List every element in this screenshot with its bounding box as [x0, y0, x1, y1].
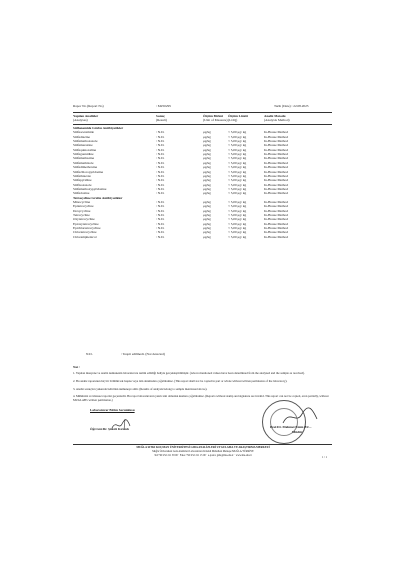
table-cell: μg/kg — [203, 156, 211, 161]
table-cell: μg/kg — [203, 130, 211, 135]
table-cell: : N.D. — [156, 156, 165, 161]
column-header: Ölçüm Birimi — [203, 114, 224, 118]
table-cell: μg/kg — [203, 234, 211, 239]
table-cell: : N.D. — [156, 143, 165, 148]
table-cell: μg/kg — [203, 139, 211, 144]
note-4: 4. Mühürsüz ve imzasız raporlar geçersizdir. Bu rapor laboratuvarın yazılı izni olmadan kısmen çoğaltılamaz. (Reports without stamp and signature are invalid. This report can not be copied, even partially, without MUGLAB's written permission.) — [73, 394, 329, 402]
table-cell: In-House Method — [264, 178, 289, 183]
table-cell: < 5,00 μg/ kg — [228, 182, 247, 187]
right-signature-icon — [280, 405, 320, 427]
table-cell: Sülfapyridine — [73, 178, 92, 183]
table-cell: Chlortetracycline — [73, 230, 97, 235]
table-cell: : N.D. — [156, 182, 165, 187]
table-top-rule — [73, 112, 332, 113]
table-cell: In-House Method — [264, 226, 289, 231]
note-1: 1. Yapılan muayene ve analiz numunenin laboratuvara teslim edildiği haliyle gerçekleştirilmiştir. (Above mentioned values have been determined from the analyzed and the sample as received). — [73, 371, 305, 375]
table-cell: < 5,00 μg/ kg — [228, 213, 247, 217]
table-cell: : N.D. — [156, 234, 165, 239]
table-cell: < 5,00 μg/ kg — [228, 217, 247, 222]
table-cell: < 5,00 μg/ kg — [228, 147, 247, 152]
table-cell: Sülfisoxazole — [73, 182, 92, 187]
table-cell: : N.D. — [156, 169, 165, 174]
column-header: (Analyses) — [73, 118, 88, 122]
table-cell: In-House Method — [264, 182, 289, 187]
table-cell: μg/kg — [203, 230, 211, 235]
table-cell: In-House Method — [264, 130, 289, 135]
left-signatory-name: Öğr.Gör.Dr. Şükrü Kırımlı — [90, 427, 129, 431]
table-cell: : N.D. — [156, 165, 165, 170]
table-cell: In-House Method — [264, 152, 289, 157]
table-cell: : N.D. — [156, 221, 165, 226]
table-cell: Epitetracycline — [73, 204, 94, 209]
table-cell: < 5,00 μg/ kg — [228, 230, 247, 235]
footer-institution: MUĞLA SITKI KOÇMAN ÜNİVERSİTESİ GIDA ANALİZLERİ UYGULAMA VE ARAŞTIRMA MERKEZİ — [136, 446, 270, 449]
table-cell: Sülfamerazine — [73, 143, 93, 148]
table-cell: < 5,00 μg/ kg — [228, 130, 247, 135]
table-cell: In-House Method — [264, 169, 289, 174]
legend-abbr: N.D. — [86, 352, 93, 356]
table-cell: Sülfadoxine — [73, 191, 90, 196]
table-header-rule — [73, 124, 332, 125]
table-cell: μg/kg — [203, 178, 211, 183]
table-cell: Sülfaguanidine — [73, 152, 94, 157]
note-3: 3. Analiz sonuçları yukarıda belirtilen numuneye aittir. (Results of analysis belong to sample mentioned above). — [73, 387, 208, 391]
table-cell: μg/kg — [203, 191, 211, 196]
table-cell: In-House Method — [264, 156, 289, 161]
table-cell: μg/kg — [203, 213, 211, 217]
table-cell: < 5,00 μg/ kg — [228, 165, 247, 170]
footer-rule — [73, 444, 332, 445]
table-cell: : N.D. — [156, 178, 165, 183]
table-cell: In-House Method — [264, 143, 289, 148]
table-cell: < 5,00 μg/ kg — [228, 226, 247, 231]
table-cell: < 5,00 μg/ kg — [228, 178, 247, 183]
table-cell: In-House Method — [264, 147, 289, 152]
table-cell: < 5,00 μg/ kg — [228, 208, 247, 213]
table-cell: In-House Method — [264, 191, 289, 196]
table-cell: Doxycycline — [73, 208, 91, 213]
table-cell: Minocycline — [73, 199, 91, 204]
table-cell: Sülfachloropyridazine — [73, 169, 104, 174]
footer-address: Muğla Üniversitesi Gıda Analizleri Laboratuvarı Kötekli Mahallesi Menteşe MUĞLA/TÜRKİYE — [152, 450, 254, 453]
note-2: 2. Bu analiz raporunun hiç bir bölümü tek başına veya izin alınmadan çoğaltılamaz. (This report shall not be copied in part or whole without written permission of the laboratory). — [73, 379, 288, 383]
table-cell: μg/kg — [203, 221, 211, 226]
table-cell: < 5,00 μg/ kg — [228, 199, 247, 204]
table-cell: : N.D. — [156, 147, 165, 152]
table-cell: In-House Method — [264, 221, 289, 226]
table-cell: : N.D. — [156, 226, 165, 231]
column-header: (LOQ) — [228, 118, 238, 122]
report-no-label: Rapor No (Report No) — [73, 104, 104, 108]
column-header: Analiz Metodu — [264, 114, 286, 118]
table-cell: In-House Method — [264, 199, 289, 204]
table-cell: : N.D. — [156, 160, 165, 165]
table-cell: : N.D. — [156, 191, 165, 196]
table-cell: μg/kg — [203, 134, 211, 139]
table-cell: μg/kg — [203, 204, 211, 209]
table-cell: < 5,00 μg/ kg — [228, 234, 247, 239]
table-cell: μg/kg — [203, 186, 211, 191]
group-title: Tetrasycline Grubu Antibiyotikler — [73, 195, 123, 200]
table-cell: μg/kg — [203, 208, 211, 213]
notes-title: Not : — [73, 365, 81, 369]
lab-unit-title: Laboratuvar Birim Sorumlusu — [90, 408, 135, 412]
table-cell: Chloramphenicol — [73, 234, 97, 239]
right-signatory-name: Prof.Dr. Mehmet Emin BU... — [270, 425, 312, 429]
table-cell: < 5,00 μg/ kg — [228, 156, 247, 161]
table-cell: < 5,00 μg/ kg — [228, 160, 247, 165]
table-cell: μg/kg — [203, 182, 211, 187]
table-cell: < 5,00 μg/ kg — [228, 152, 247, 157]
table-cell: In-House Method — [264, 230, 289, 235]
table-cell: Sülfaacetamide — [73, 130, 94, 135]
table-cell: In-House Method — [264, 204, 289, 209]
legend-text: : Tespit edilmedi. (Not detected) — [121, 352, 165, 356]
column-header: (Result) — [156, 118, 167, 122]
table-cell: : N.D. — [156, 217, 165, 222]
table-cell: μg/kg — [203, 226, 211, 231]
group-title: Sülfonamide Grubu Antibiyotikler — [73, 126, 124, 130]
table-cell: Sülfaquinoxaline — [73, 147, 97, 152]
left-signature-icon — [110, 416, 132, 432]
table-cell: : N.D. — [156, 230, 165, 235]
table-cell: < 5,00 μg/ kg — [228, 191, 247, 196]
table-cell: Sülfathiazole — [73, 173, 91, 178]
table-cell: μg/kg — [203, 160, 211, 165]
table-cell: In-House Method — [264, 165, 289, 170]
table-cell: : N.D. — [156, 139, 165, 144]
table-cell: < 5,00 μg/ kg — [228, 186, 247, 191]
table-cell: μg/kg — [203, 173, 211, 178]
table-cell: Oxytetracycline — [73, 217, 95, 222]
table-cell: < 5,00 μg/ kg — [228, 204, 247, 209]
table-cell: In-House Method — [264, 213, 289, 217]
table-cell: Sülfamethoxazole — [73, 139, 98, 144]
table-cell: In-House Method — [264, 160, 289, 165]
footer-contact: Tel:+90 252 211 58 00 · Faks: +90 252 211 15 00 · e-posta: gida@mu.edu.tr · www.mu.edu.tr — [154, 454, 252, 457]
table-cell: Epioxytetracycline — [73, 221, 99, 226]
report-no-value: : M250295 — [156, 104, 171, 108]
table-cell: < 5,00 μg/ kg — [228, 169, 247, 174]
table-cell: In-House Method — [264, 234, 289, 239]
table-cell: In-House Method — [264, 217, 289, 222]
table-cell: Sülfamethazine — [73, 156, 95, 161]
table-cell: μg/kg — [203, 169, 211, 174]
table-cell: < 5,00 μg/ kg — [228, 134, 247, 139]
column-header: (Analysis Method) — [264, 118, 290, 122]
table-cell: In-House Method — [264, 208, 289, 213]
table-cell: : N.D. — [156, 199, 165, 204]
table-cell: Epichlortetracycline — [73, 226, 101, 231]
table-cell: : N.D. — [156, 204, 165, 209]
table-cell: In-House Method — [264, 139, 289, 144]
column-header: Sonuç — [156, 114, 165, 118]
table-cell: In-House Method — [264, 134, 289, 139]
table-cell: : N.D. — [156, 152, 165, 157]
table-cell: Tetracycline — [73, 213, 90, 217]
right-signatory-role: Müdür — [292, 430, 303, 434]
table-cell: Sülfamethoxypyridazine — [73, 186, 107, 191]
table-cell: In-House Method — [264, 186, 289, 191]
table-cell: In-House Method — [264, 173, 289, 178]
report-date: Tarih (Date) : 22.08.2023 — [274, 104, 309, 108]
table-cell: μg/kg — [203, 143, 211, 148]
table-header — [73, 114, 333, 123]
table-cell: : N.D. — [156, 208, 165, 213]
table-row — [73, 235, 333, 239]
table-cell: μg/kg — [203, 217, 211, 222]
table-cell: < 5,00 μg/ kg — [228, 221, 247, 226]
table-cell: Sülfadiazine — [73, 134, 90, 139]
table-cell: < 5,00 μg/ kg — [228, 143, 247, 148]
table-cell: Sülfamethizole — [73, 160, 94, 165]
table-cell: : N.D. — [156, 186, 165, 191]
table-cell: Sülfadimethoxine — [73, 165, 98, 170]
table-cell: μg/kg — [203, 152, 211, 157]
table-cell: : N.D. — [156, 213, 165, 217]
column-header: (Unit of Measure) — [203, 118, 228, 122]
column-header: Ölçüm Limiti — [228, 114, 248, 118]
page-number: 1 / 1 — [322, 456, 327, 459]
table-cell: μg/kg — [203, 199, 211, 204]
table-cell: < 5,00 μg/ kg — [228, 139, 247, 144]
table-cell: < 5,00 μg/ kg — [228, 173, 247, 178]
table-cell: : N.D. — [156, 130, 165, 135]
table-cell: : N.D. — [156, 134, 165, 139]
table-cell: μg/kg — [203, 147, 211, 152]
table-cell: μg/kg — [203, 165, 211, 170]
column-header: Yapılan Analizler — [73, 114, 99, 118]
table-cell: : N.D. — [156, 173, 165, 178]
